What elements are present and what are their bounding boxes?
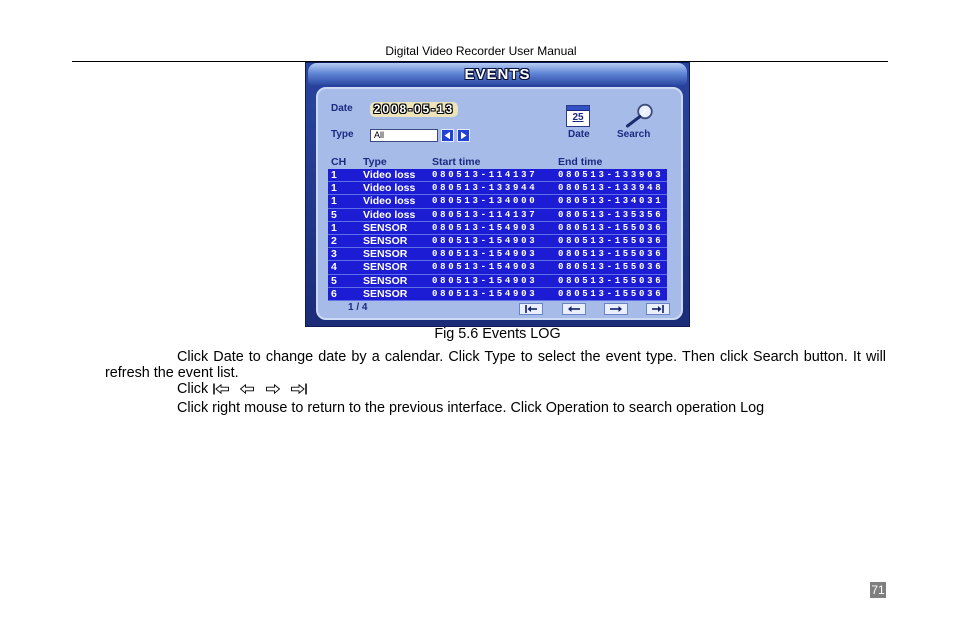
page-number: 71 — [871, 583, 885, 597]
row-type: SENSOR — [363, 221, 408, 234]
calendar-icon — [566, 105, 590, 127]
row-type: SENSOR — [363, 274, 408, 287]
row-type: Video loss — [363, 182, 416, 195]
row-start-time: 080513-133944 — [432, 183, 538, 194]
table-row — [328, 222, 667, 235]
events-screenshot — [305, 62, 690, 327]
column-header-ch: CH — [331, 156, 347, 168]
table-row — [328, 235, 667, 248]
events-table — [328, 169, 667, 301]
next-page-icon — [605, 304, 627, 314]
row-end-time: 080513-155036 — [558, 275, 664, 286]
first-page-button — [519, 303, 543, 315]
triangle-left-icon — [442, 130, 453, 141]
row-ch: 2 — [331, 234, 337, 247]
click-label: Click — [177, 381, 209, 397]
paragraph-return-instructions: Click right mouse to return to the previous interface. Click Operation to search operation Log — [177, 400, 765, 416]
type-label: Type — [331, 129, 354, 140]
prev-page-icon — [563, 304, 585, 314]
window-title-bar — [308, 63, 687, 85]
row-ch: 4 — [331, 261, 337, 274]
next-page-button — [604, 303, 628, 315]
row-start-time: 080513-154903 — [432, 275, 538, 286]
column-header-type: Type — [363, 156, 387, 168]
paragraph-search-instructions: Click Date to change date by a calendar. Click Type to select the event type. Then click Search button. It will refresh the event list. — [105, 349, 886, 381]
type-next-button — [457, 129, 470, 142]
row-end-time: 080513-133903 — [558, 170, 664, 180]
running-header: Digital Video Recorder User Manual — [385, 44, 577, 58]
table-row — [328, 275, 667, 288]
row-start-time: 080513-154903 — [432, 288, 538, 299]
row-start-time: 080513-134000 — [432, 196, 538, 207]
row-type: Video loss — [363, 195, 416, 208]
triangle-right-icon — [458, 130, 469, 141]
column-header-start-time: Start time — [432, 156, 481, 168]
page-indicator: 1 / 4 — [348, 302, 368, 313]
date-label: Date — [331, 103, 353, 114]
last-page-icon — [291, 383, 307, 395]
row-end-time: 080513-155036 — [558, 249, 664, 260]
paragraph-navigation — [177, 381, 317, 397]
row-start-time: 080513-154903 — [432, 262, 538, 273]
table-row — [328, 288, 667, 301]
row-end-time: 080513-133948 — [558, 183, 664, 194]
table-row — [328, 195, 667, 208]
row-type: SENSOR — [363, 234, 408, 247]
last-page-icon — [647, 304, 669, 314]
window-title: EVENTS — [464, 66, 531, 83]
type-prev-button — [441, 129, 454, 142]
row-ch: 1 — [331, 169, 337, 181]
row-ch: 5 — [331, 274, 337, 287]
last-page-button — [646, 303, 670, 315]
prev-page-icon — [240, 383, 254, 395]
row-ch: 6 — [331, 287, 337, 300]
row-start-time: 080513-154903 — [432, 222, 538, 233]
table-row — [328, 209, 667, 222]
table-row — [328, 261, 667, 274]
first-page-icon — [213, 383, 229, 395]
prev-page-button — [562, 303, 586, 315]
first-page-icon — [520, 304, 542, 314]
row-end-time: 080513-155036 — [558, 222, 664, 233]
next-page-icon — [266, 383, 280, 395]
type-select: All — [370, 129, 438, 142]
row-ch: 1 — [331, 182, 337, 195]
row-end-time: 080513-135356 — [558, 209, 664, 220]
row-type: Video loss — [363, 169, 416, 181]
row-type: Video loss — [363, 208, 416, 221]
calendar-day: 25 — [572, 112, 584, 123]
row-end-time: 080513-155036 — [558, 288, 664, 299]
row-type: SENSOR — [363, 287, 408, 300]
row-ch: 3 — [331, 248, 337, 261]
table-row — [328, 182, 667, 195]
row-start-time: 080513-114137 — [432, 170, 538, 180]
table-row — [328, 248, 667, 261]
figure-caption: Fig 5.6 Events LOG — [434, 326, 561, 342]
table-row — [328, 169, 667, 182]
row-end-time: 080513-134031 — [558, 196, 664, 207]
column-header-end-time: End time — [558, 156, 603, 168]
row-start-time: 080513-154903 — [432, 249, 538, 260]
calendar-date-label: Date — [568, 129, 590, 140]
row-start-time: 080513-154903 — [432, 235, 538, 246]
date-value: 2008-05-13 — [370, 102, 458, 117]
search-label: Search — [617, 129, 651, 140]
row-type: SENSOR — [363, 261, 408, 274]
row-type: SENSOR — [363, 248, 408, 261]
row-ch: 1 — [331, 195, 337, 208]
row-start-time: 080513-114137 — [432, 209, 538, 220]
magnifier-icon — [615, 102, 657, 128]
row-ch: 5 — [331, 208, 337, 221]
row-end-time: 080513-155036 — [558, 262, 664, 273]
row-end-time: 080513-155036 — [558, 235, 664, 246]
row-ch: 1 — [331, 221, 337, 234]
